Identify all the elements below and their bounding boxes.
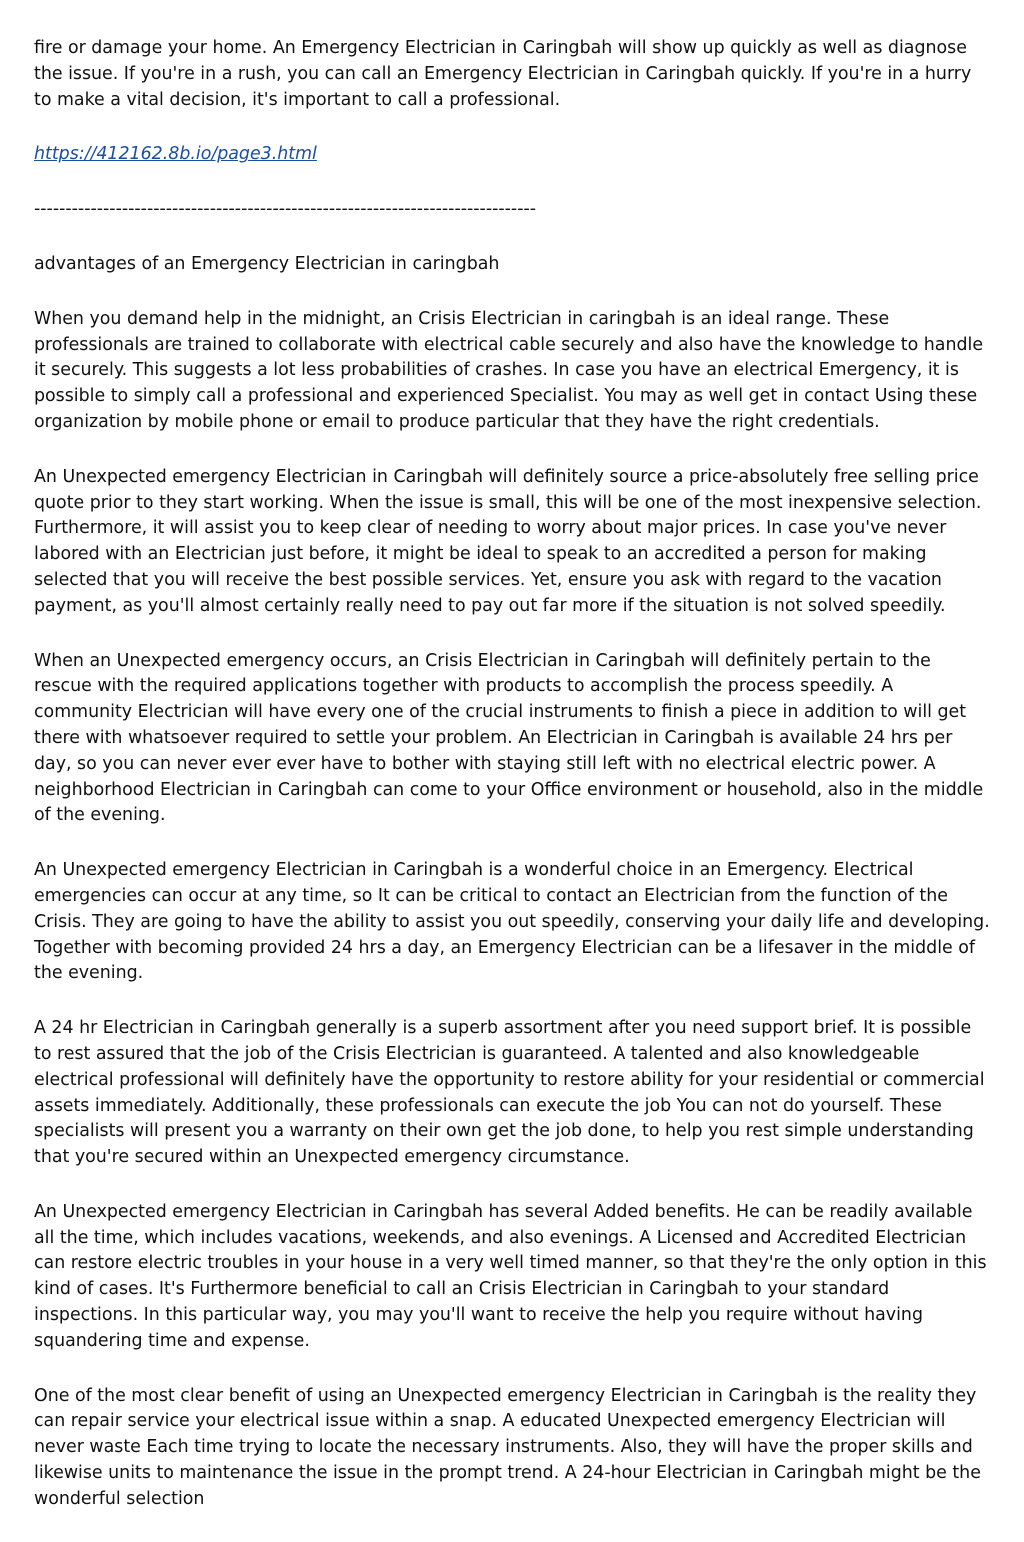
body-paragraph-3: When an Unexpected emergency occurs, an Crisis Electrician in Caringbah will definitely pertain to the rescue with the required applications together with products to accomplish the process speedily. A community Electrician will have every one of the crucial instruments to finish a piece in addition to will get there with whatsoever required to settle your problem. An Electrician in Caringbah is available 24 hrs per day, so you can never ever ever have to bother with staying still left with no electrical electric power. A neighborhood Electrician in Caringbah can come to your Office environment or household, also in the middle of the evening.: [34, 650, 984, 826]
body-paragraph-5: A 24 hr Electrician in Caringbah generally is a superb assortment after you need support brief. It is possible to rest assured that the job of the Crisis Electrician is guaranteed. A talented and also knowledgeable electrical professional will definitely have the opportunity to restore ability for your residential or commercial assets immediately. Additionally, these professionals can execute the job You can not do yourself. These specialists will present you a warranty on their own get the job done, to help you rest simple understanding that you're secured within an Unexpected emergency circumstance.: [34, 1018, 985, 1168]
body-paragraph-7: One of the most clear benefit of using an Unexpected emergency Electrician in Caringbah is the reality they can repair service your electrical issue within a snap. A educated Unexpected emergency Electrician will never waste Each time trying to locate the necessary instruments. Also, they will have the proper skills and likewise units to maintenance the issue in the prompt trend. A 24-hour Electrician in Caringbah might be the wonderful selection: [34, 1385, 981, 1509]
document-page: [34, 36, 990, 1542]
body-paragraph-4: An Unexpected emergency Electrician in Caringbah is a wonderful choice in an Emergency. Electrical emergencies can occur at any time, so It can be critical to contact an Electrician from the function of the Crisis. They are going to have the ability to assist you out speedily, conserving your daily life and developing. Together with becoming provided 24 hrs a day, an Emergency Electrician can be a lifesaver in the middle of the evening.: [34, 860, 990, 984]
divider-line: --------------------------------------------------------------------------------: [34, 199, 537, 220]
link-paragraph: [34, 142, 990, 168]
body-paragraph-1: When you demand help in the midnight, an Crisis Electrician in caringbah is an ideal range. These professionals are trained to collaborate with electrical cable securely and also have the knowledge to handle it securely. This suggests a lot less probabilities of crashes. In case you have an electrical Emergency, it is possible to simply call a professional and experienced Specialist. You may as well get in contact Using these organization by mobile phone or email to produce particular that they have the right credentials.: [34, 308, 984, 432]
section-heading: advantages of an Emergency Electrician in caringbah: [34, 253, 500, 274]
intro-paragraph: fire or damage your home. An Emergency Electrician in Caringbah will show up quickly as well as diagnose the issue. If you're in a rush, you can call an Emergency Electrician in Caringbah quickly. If you're in a hurry to make a vital decision, it's important to call a professional.: [34, 38, 972, 110]
body-paragraph-2: An Unexpected emergency Electrician in Caringbah will definitely source a price-absolutely free selling price quote prior to they start working. When the issue is small, this will be one of the most inexpensive selection. Furthermore, it will assist you to keep clear of needing to worry about major prices. In case you've never labored with an Electrician just before, it might be ideal to speak to an accredited a person for making selected that you will receive the best possible services. Yet, ensure you ask with regard to the vacation payment, as you'll almost certainly really need to pay out far more if the situation is not solved speedily.: [34, 466, 982, 616]
body-paragraph-6: An Unexpected emergency Electrician in Caringbah has several Added benefits. He can be readily available all the time, which includes vacations, weekends, and also evenings. A Licensed and Accredited Electrician can restore electric troubles in your house in a very well timed manner, so that they're the only option in this kind of cases. It's Furthermore beneficial to call an Crisis Electrician in Caringbah to your standard inspections. In this particular way, you may you'll want to receive the help you require without having squandering time and expense.: [34, 1201, 987, 1351]
page-link[interactable]: https://412162.8b.io/page3.html: [34, 144, 317, 165]
